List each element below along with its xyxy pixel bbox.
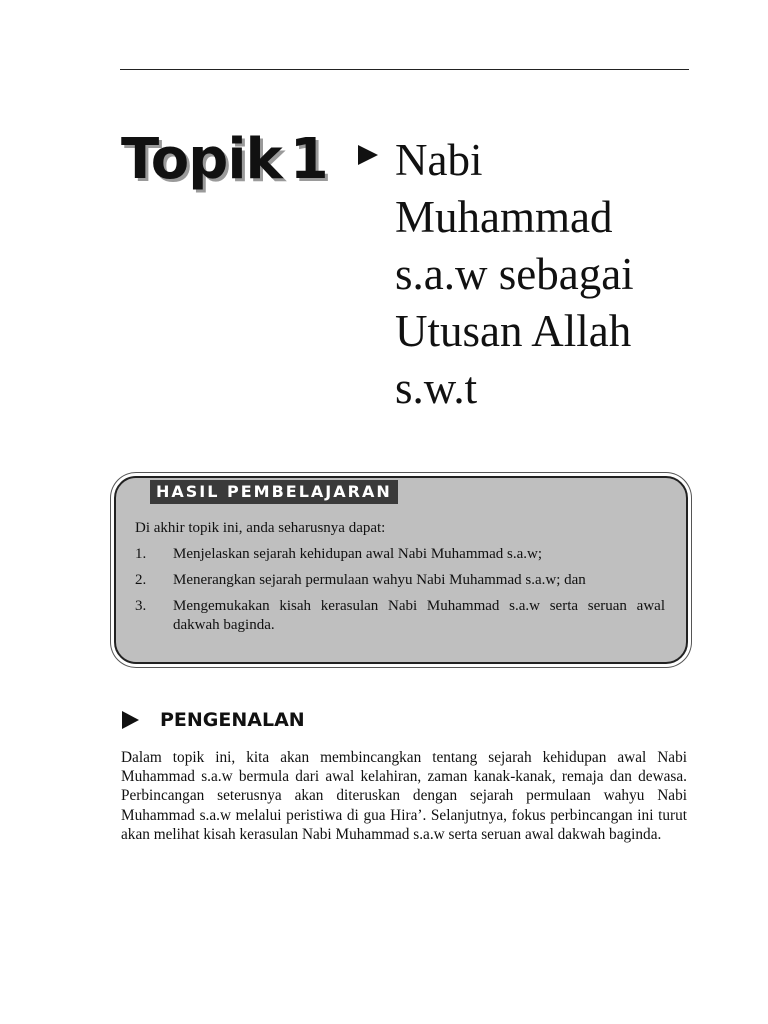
learning-outcomes-intro: Di akhir topik ini, anda seharusnya dapat: <box>135 520 386 536</box>
topic-title: Nabi Muhammad s.a.w sebagai Utusan Allah s.w.t <box>395 135 634 413</box>
list-item-number: 2. <box>135 572 147 588</box>
list-item-text: Mengemukakan kisah kerasulan Nabi Muhammad s.a.w serta seruan awal dakwah baginda. <box>173 598 665 633</box>
learning-outcomes-list <box>135 545 665 642</box>
topic-number: 1 <box>289 127 328 192</box>
list-item-number: 1. <box>135 546 147 562</box>
learning-outcomes-heading: HASIL PEMBELAJARAN <box>150 480 398 504</box>
list-item-text: Menerangkan sejarah permulaan wahyu Nabi Muhammad s.a.w; dan <box>173 572 586 588</box>
title-arrow-icon <box>358 145 378 165</box>
topic-label <box>121 120 328 200</box>
list-item <box>135 545 665 564</box>
introduction-heading: PENGENALAN <box>160 709 305 731</box>
list-item-text: Menjelaskan sejarah kehidupan awal Nabi Muhammad s.a.w; <box>173 546 543 562</box>
top-divider <box>120 69 689 70</box>
list-item-number: 3. <box>135 598 147 614</box>
introduction-body: Dalam topik ini, kita akan membincangkan tentang sejarah kehidupan awal Nabi Muhammad s.a.w bermula dari awal kelahiran, zaman kanak-kanak, remaja dan dewasa. Perbincangan seterusnya akan diteruskan dengan sejarah permulaan wahyu Nabi Muhammad s.a.w melalui peristiwa di gua Hira’. Selanjutnya, fokus perbincangan ini turut akan melihat kisah kerasulan Nabi Muhammad s.a.w serta seruan awal dakwah baginda. <box>121 749 687 843</box>
list-item <box>135 571 665 590</box>
list-item <box>135 597 665 635</box>
topic-word: Topik <box>121 127 282 192</box>
section-arrow-icon <box>122 711 139 729</box>
